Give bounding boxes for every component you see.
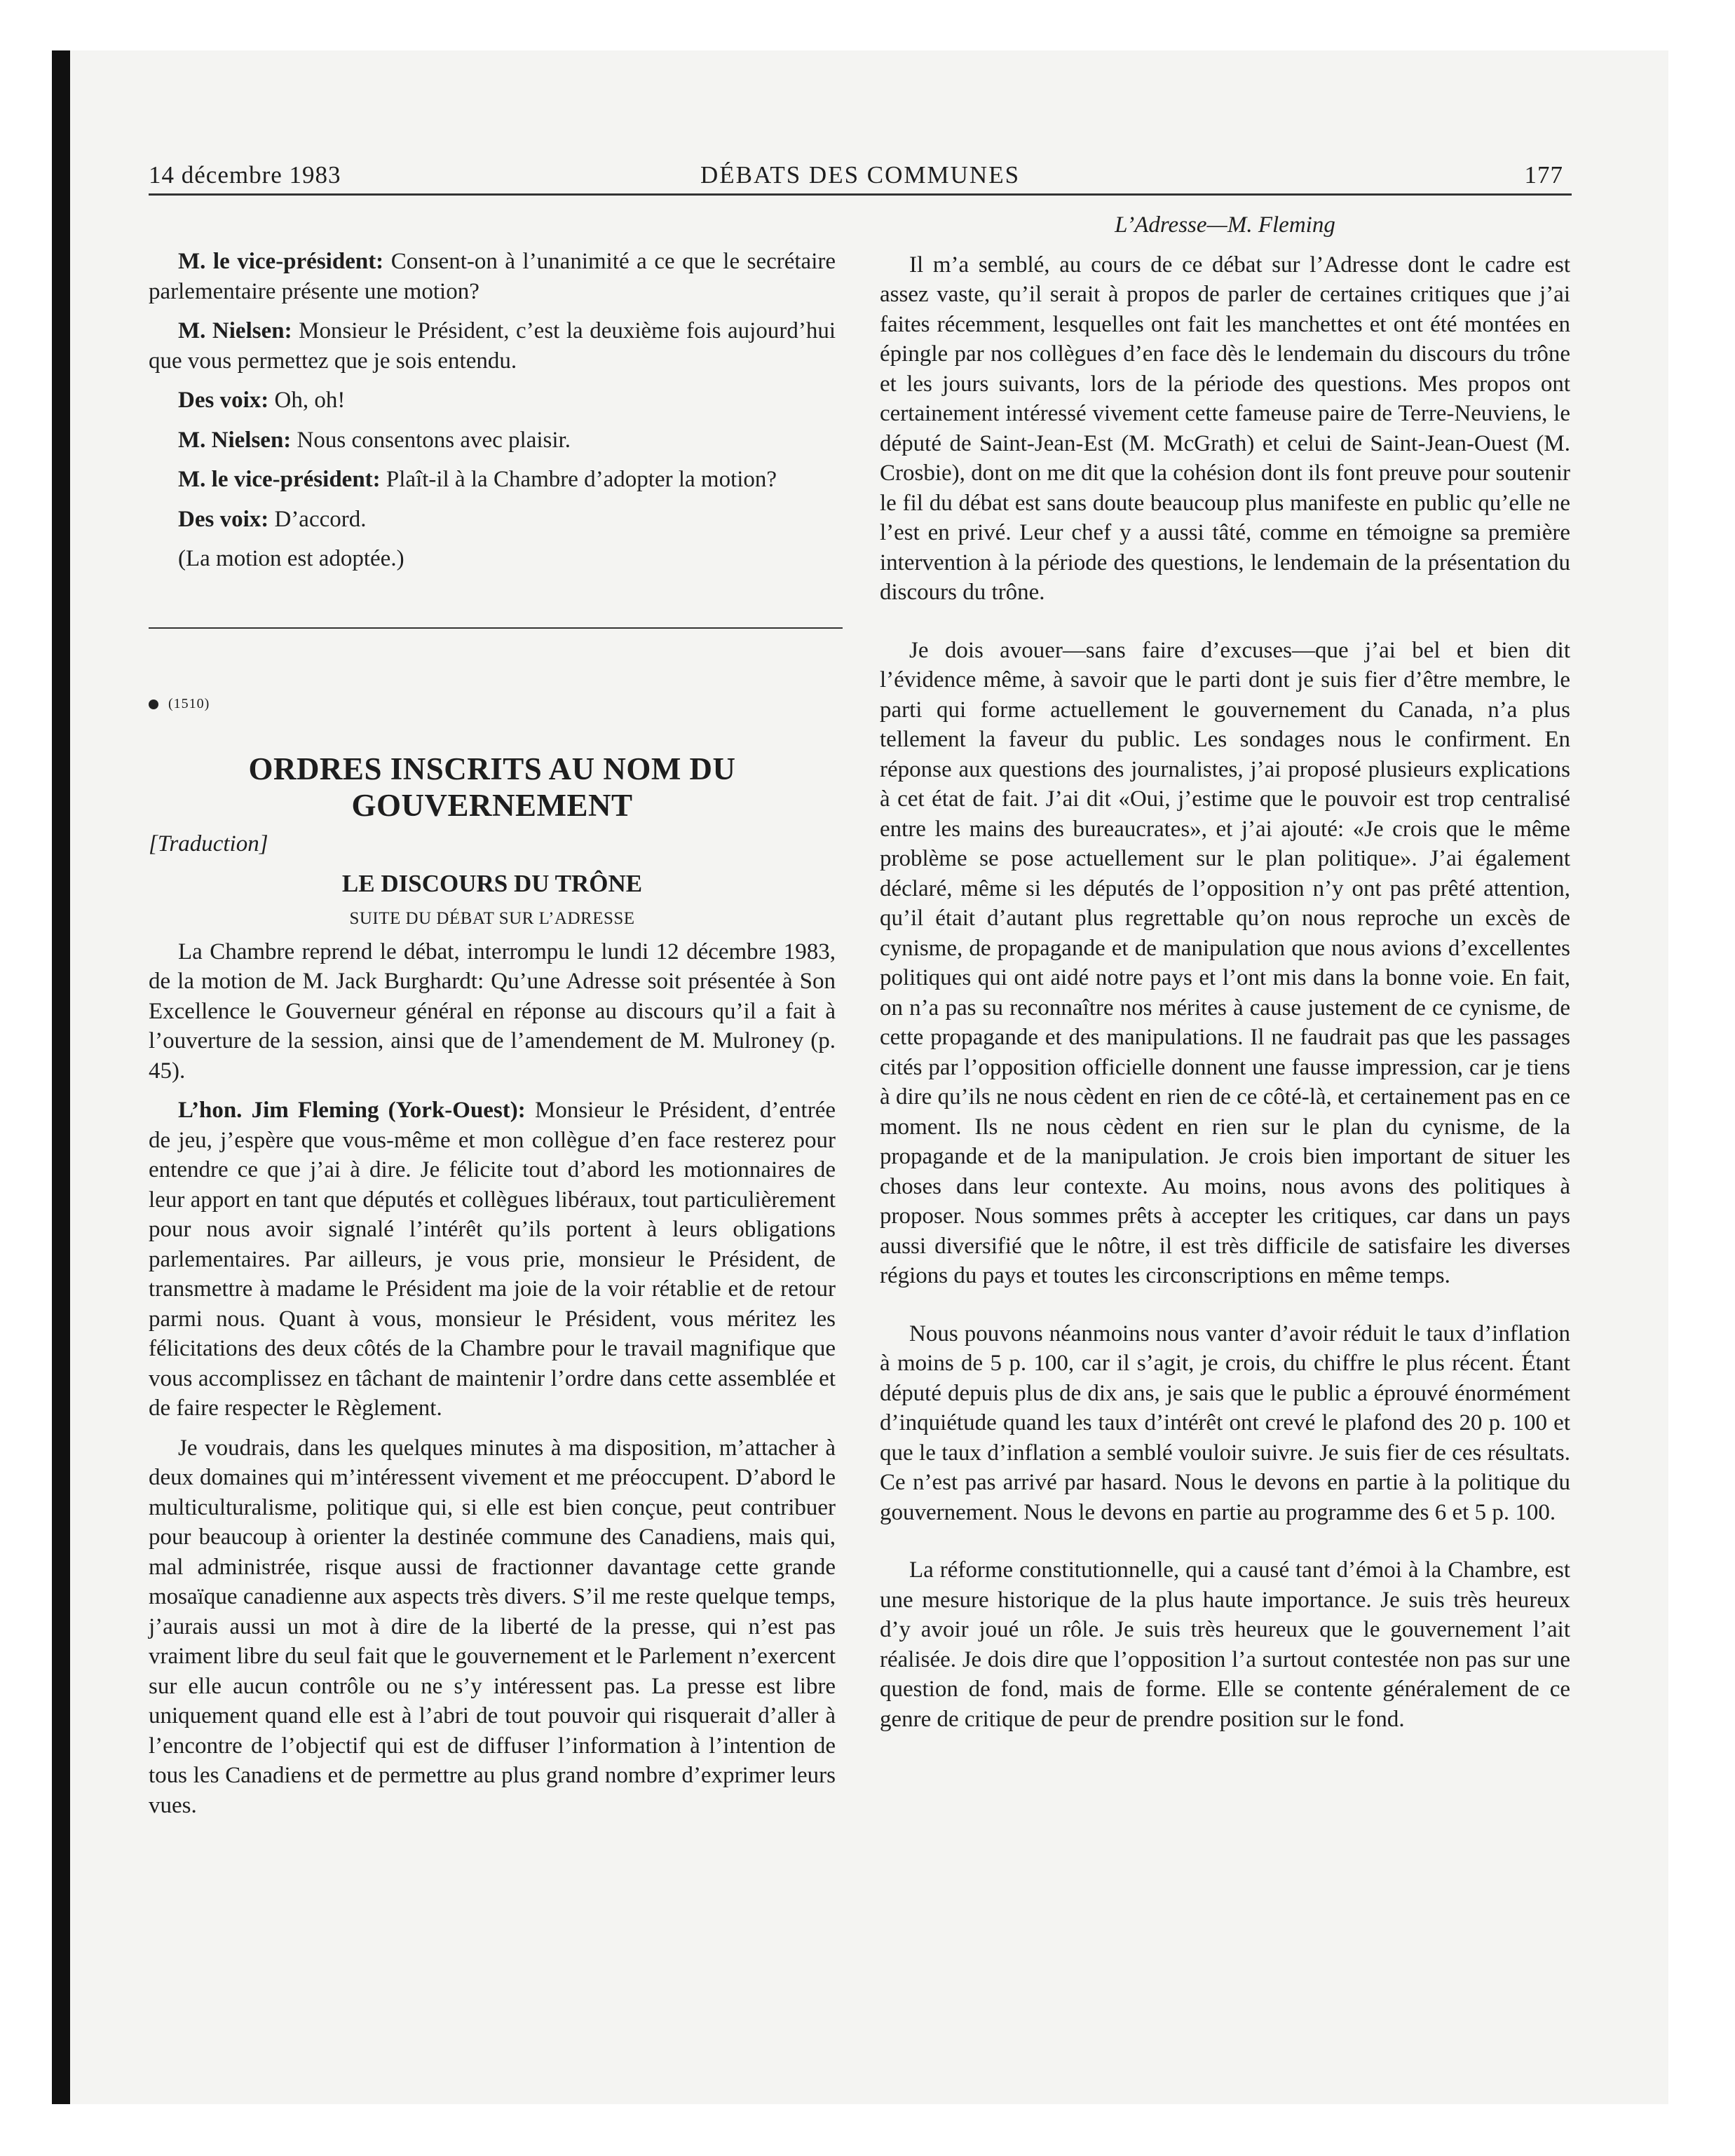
debate-heading: SUITE DU DÉBAT SUR L’ADRESSE	[349, 909, 635, 928]
header-title: DÉBATS DES COMMUNES	[700, 161, 1021, 189]
paragraph: La réforme constitutionnelle, qui a causé tant d’émoi à la Chambre, est une mesure historique de la plus haute importance. Je suis très heureux d’y avoir joué un rôle. Je suis très heureux que le gouvernement l’ait réalisée. Je dois dire que l’opposition l’a surtout contestée non pas sur une question de fond, mais de forme. Elle se contente généralement de ce genre de critique de peur de prendre position sur le fond.	[880, 1557, 1570, 1732]
speech-text: Oh, oh!	[268, 388, 346, 413]
speaker-name: M. Nielsen:	[178, 318, 292, 343]
paragraph: Nous pouvons néanmoins nous vanter d’avoir réduit le taux d’inflation à moins de 5 p. 100, car il s’agit, je crois, du chiffre le plus récent. Étant député depuis plus de dix ans, je sais que le public a éprouvé énormément d’inquiétude quand les taux d’intérêt ont crevé le plafond des 20 p. 100 et que le taux d’inflation a semblé vouloir suivre. Je suis fier de ces résultats. Ce n’est pas arrivé par hasard. Nous le devons en partie à la politique du gouvernement. Nous le devons en partie au programme des 6 et 5 p. 100.	[880, 1321, 1570, 1525]
running-head: L’Adresse—M. Fleming	[1115, 212, 1335, 238]
paragraph	[149, 505, 836, 535]
right-column	[880, 210, 1570, 1734]
paragraph	[149, 465, 836, 495]
page-number: 177	[1524, 161, 1563, 189]
left-column	[149, 247, 836, 1820]
bullet-icon	[149, 700, 158, 709]
paragraph	[149, 316, 836, 376]
scan-edge-bar	[52, 50, 70, 2104]
paragraph	[149, 386, 836, 416]
speaker-name: Des voix:	[178, 388, 269, 413]
time-marker	[149, 689, 836, 719]
subsection-title: LE DISCOURS DU TRÔNE	[341, 869, 643, 897]
speaker-name: M. le vice-président:	[178, 249, 384, 274]
speaker-name: M. le vice-président:	[178, 467, 381, 492]
speech-text: Monsieur le Président, c’est la deuxième fois aujourd’hui que vous permettez que je sois entendu.	[149, 318, 836, 374]
speech-text: D’accord.	[268, 506, 367, 532]
paragraph: Il m’a semblé, au cours de ce débat sur l’Adresse dont le cadre est assez vaste, qu’il serait à propos de parler de certaines critiques que j’ai faites récemment, lesquelles ont fait les manchettes et ont été montées en épingle par nos collègues d’en face dès le lendemain du discours du trône et les jours suivants, lors de la période des questions. Mes propos ont certainement intéressé vivement cette fameuse paire de Terre-Neuviens, le député de Saint-Jean-Est (M. McGrath) et celui de Saint-Jean-Ouest (M. Crosbie), dont on me dit que la cohésion dont ils font preuve pour soutenir le fil du débat est sans doute beaucoup plus manifeste en public qu’elle ne l’est en privé. Leur chef y a aussi tâté, comme en témoigne sa première intervention à la période des questions, le lendemain de la présentation du discours du trône.	[880, 252, 1570, 605]
section-title: ORDRES INSCRITS AU NOM DU GOUVERNEMENT	[248, 751, 736, 823]
translation-note: [Traduction]	[149, 831, 268, 857]
time-marker-text: (1510)	[168, 695, 210, 711]
speech-text: Consent-on à l’unanimité a ce que le secrétaire parlementaire présente une motion?	[149, 249, 836, 304]
page-header	[149, 154, 1572, 196]
motion-adopted-note: (La motion est adoptée.)	[178, 546, 404, 571]
speech-text: Plaît-il à la Chambre d’adopter la motion?	[380, 467, 777, 492]
paragraph	[149, 1096, 836, 1424]
paragraph: La Chambre reprend le débat, interrompu le lundi 12 décembre 1983, de la motion de M. Jack Burghardt: Qu’une Adresse soit présentée à Son Excellence le Gouverneur général en réponse au discours qu’il a fait à l’ouverture de la session, ainsi que de l’amendement de M. Mulroney (p. 45).	[149, 939, 836, 1084]
speaker-name: M. Nielsen:	[178, 427, 292, 453]
speech-text: Monsieur le Président, d’entrée de jeu, j’espère que vous-même et mon collègue d’en face resterez pour entendre ce que j’ai à dire. Je félicite tout d’abord les motionnaires de leur apport en tant que députés et collègues libéraux, tout particulièrement pour nous avoir signalé l’intérêt qu’ils portent à leurs obligations parlementaires. Par ailleurs, je vous prie, monsieur le Président, de transmettre à madame le Président ma joie de la voir rétablie et de retour parmi nous. Quant à vous, monsieur le Président, vous méritez les félicitations des deux côtés de la Chambre pour le travail magnifique que vous accomplissez en tâchant de maintenir l’ordre dans cette assemblée et de faire respecter le Règlement.	[149, 1098, 836, 1421]
scan-border	[0, 0, 1735, 56]
paragraph	[149, 425, 836, 456]
paragraph	[149, 247, 836, 306]
speaker-name: Des voix:	[178, 506, 269, 532]
speech-text: Nous consentons avec plaisir.	[291, 427, 571, 453]
header-date: 14 décembre 1983	[149, 161, 341, 189]
speaker-name: L’hon. Jim Fleming (York-Ouest):	[178, 1098, 526, 1123]
paragraph: Je dois avouer—sans faire d’excuses—que j’ai bel et bien dit l’évidence même, à savoir que le parti dont je suis fier d’être membre, le parti qui forme actuellement le gouvernement du Canada, n’a plus tellement la faveur du public. Les sondages nous le confirment. En réponse aux questions des journalistes, j’ai proposé plusieurs explications à cet état de fait. J’ai dit «Oui, j’estime que le pouvoir est trop centralisé entre les mains des bureaucrates», et j’ai ajouté: «Je crois que le même problème se pose actuellement sur le plan politique». J’ai également déclaré, même si les députés de l’opposition n’y ont pas prêté attention, qu’il était d’autant plus regrettable qu’on nous reproche un excès de cynisme, de propagande et de manipulation que nous avions d’excellentes politiques qui ont aidé notre pays et l’ont mis dans la bonne voie. En fait, on n’a pas su reconnaître nos mérites à cause justement de ce cynisme, de cette propagande et des manipulations. Il ne faudrait pas que les passages cités par l’opposition officielle donnent une fausse impression, car je tiens à dire qu’ils ne nous cèdent en rien de ce côté-là, et certainement pas en ce moment. Ils ne nous cèdent en rien sur le plan du cynisme, de la propagande et de la manipulation. Je crois bien important de situer les choses dans leur contexte. Au moins, nous avons des politiques à proposer. Nous sommes prêts à accepter les critiques, car dans un pays aussi diversifié que le nôtre, il est très difficile de satisfaire les diverses régions du pays et toutes les circonscriptions en même temps.	[880, 637, 1570, 1288]
section-divider	[149, 627, 843, 629]
paragraph: Je voudrais, dans les quelques minutes à ma disposition, m’attacher à deux domaines qui m’intéressent vivement et me préoccupent. D’abord le multiculturalisme, politique qui, si elle est bien conçue, peut contribuer pour beaucoup à orienter la destinée commune des Canadiens, mais qui, mal administrée, risque aussi de fractionner davantage cette grande mosaïque canadienne aux aspects très divers. S’il me reste quelque temps, j’aurais aussi un mot à dire de la liberté de la presse, qui n’est pas vraiment libre du seul fait que le gouvernement et le Parlement n’exercent sur elle aucun contrôle ou ne s’y intéressent pas. La presse est libre uniquement quand elle est à l’abri de tout pouvoir qui risquerait d’aller à l’encontre de l’objectif qui est de diffuser l’information à l’intention de tous les Canadiens et de permettre au plus grand nombre d’exprimer leurs vues.	[149, 1435, 836, 1818]
